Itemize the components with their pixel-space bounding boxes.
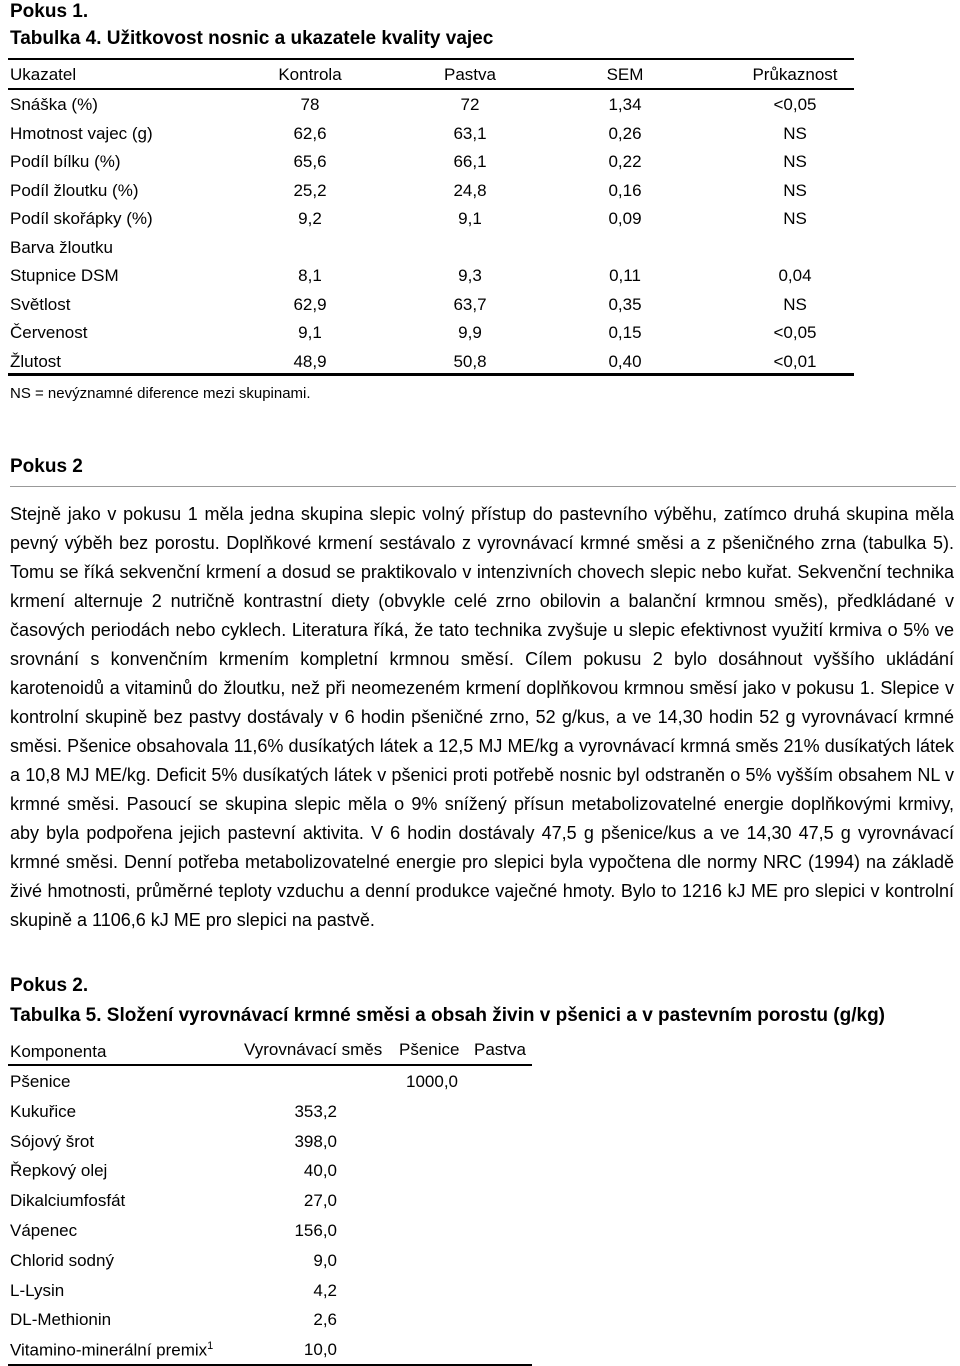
table4-cell-sem: 0,40 [608, 351, 642, 371]
table5-cell-component: Řepkový olej [10, 1161, 108, 1181]
table4-cell-control: 62,6 [293, 123, 327, 143]
table4-cell-indicator: Snáška (%) [10, 95, 98, 114]
table4-cell-significance: NS [783, 180, 807, 200]
table4-cell-indicator: Barva žloutku [10, 237, 113, 257]
premix-label: Vitamino-minerální premix [10, 1340, 208, 1360]
table4-cell-significance: NS [783, 294, 807, 314]
table4-top-rule [8, 58, 854, 60]
table4-cell-sem: 0,15 [608, 323, 642, 342]
table4-cell-significance: NS [783, 123, 807, 143]
table4-cell-control: 25,2 [293, 180, 327, 200]
pokus2-rule [10, 486, 956, 487]
pokus1-title: Pokus 1. [10, 1, 89, 22]
pokus2-paragraph: Stejně jako v pokusu 1 měla jedna skupina slepic volný přístup do pastevního výběhu, zatímco druhá skupina měla pevný výběh bez porostu. Doplňkové krmení sestávalo z vyrovnávací krmné směsi a z pšeničného zrna (tabulka 5). Tomu se říká sekvenční krmení a dosud se praktikovalo v intenzivních chovech slepic nebo kuřat. Sekvenční technika krmení alternuje 2 nutričně kontrastní diety (obvykle celé zrno obilovin a balanční krmnou směs), předkládané v časových periodách nebo cyklech. Literatura říká, že tato technika zvyšuje u slepic efektivnost využití krmiva o 5% ve srovnání s konvenčním krmením kompletní krmnou směsí. Cílem pokusu 2 bylo dosáhnout vyššího ukládání karotenoidů a vitaminů do žloutku, než při neomezeném krmení doplňkovou krmnou směsí jako v pokusu 1. Slepice v kontrolní skupině bez pastvy dostávaly v 6 hodin pšeničné zrno, 52 g/kus, a ve 14,30 hodin 52 g vyrovnávací krmné směsi. Pšenice obsahovala 11,6% dusíkatých látek a 12,5 MJ ME/kg a vyrovnávací krmná směs 21% dusíkatých látek a 10,8 MJ ME/kg. Deficit 5% dusíkatých látek v pšenici proti potřebě nosnic byl odstraněn o 5% vyšším obsahem NL v krmné směsi. Pasoucí se skupina slepic měla o 9% snížený přísun metabolizovatelné energie doplňkovými krmivy, aby byla podpořena jejich pastevní aktivita. V 6 hodin dostávaly 47,5 g pšenice/kus a ve 14,30 47,5 g vyrovnávací krmné směsi. Denní potřeba metabolizovatelné energie pro slepici byla vypočtena dle normy NRC (1994) na základě živé hmotnosti, průměrné teploty vzduchu a denní produkce vaječné hmoty. Bylo to 1216 kJ ME pro slepici v kontrolní skupině a 1106,6 kJ ME pro slepici na pastvě. [10, 504, 954, 930]
table4-cell-indicator: Podíl žloutku (%) [10, 180, 139, 200]
pokus2b-title: Pokus 2. [10, 975, 89, 996]
table4-cell-pasture: 9,9 [458, 323, 482, 342]
table4-cell-pasture: 63,7 [453, 294, 487, 314]
table4-cell-control: 62,9 [293, 294, 327, 314]
table4-caption: Tabulka 4. Užitkovost nosnic a ukazatele kvality vajec [10, 28, 494, 49]
table4-cell-control: 9,2 [298, 209, 322, 228]
table5-cell-component: Dikalciumfosfát [10, 1191, 126, 1211]
table5-caption: Tabulka 5. Složení vyrovnávací krmné směsi a obsah živin v pšenici a v pastevním porostu (g/kg) [10, 1005, 886, 1026]
table4-cell-pasture: 9,1 [458, 209, 482, 228]
table5-cell-component: L-Lysin [10, 1280, 65, 1300]
table5-cell-balancer-mix: 9,0 [313, 1250, 337, 1270]
table4-cell-control: 9,1 [298, 323, 322, 342]
table4-cell-control: 48,9 [293, 351, 327, 371]
premix-footnote-mark: 1 [207, 1340, 214, 1353]
table4-cell-pasture: 63,1 [453, 123, 487, 143]
table4-cell-pasture: 66,1 [453, 152, 487, 171]
table4-cell-indicator: Stupnice DSM [10, 266, 119, 285]
table4-cell-control: 65,6 [293, 152, 327, 171]
table4-header-pasture: Pastva [444, 65, 496, 84]
table5-cell-balancer-mix: 2,6 [313, 1310, 337, 1330]
table4-cell-indicator: Žlutost [10, 351, 62, 371]
table4-cell-indicator: Podíl skořápky (%) [10, 209, 153, 228]
table5-cell-balancer-mix: 353,2 [294, 1101, 337, 1121]
table5-cell-balancer-mix: 156,0 [294, 1221, 337, 1240]
table4-cell-sem: 0,09 [608, 209, 642, 228]
table4-cell-indicator: Světlost [10, 294, 71, 314]
table4-cell-sem: 0,26 [608, 123, 642, 143]
table5-cell-component: Kukuřice [10, 1101, 77, 1121]
table5-cell-wheat: 1000,0 [406, 1072, 458, 1091]
table4-bottom-rule [8, 373, 854, 376]
table4-header-control: Kontrola [278, 65, 342, 84]
table4-cell-indicator: Hmotnost vajec (g) [10, 123, 153, 143]
table4-cell-significance: 0,04 [778, 266, 812, 285]
table5-cell-component: Vápenec [10, 1221, 78, 1240]
table4-cell-control: 78 [300, 95, 320, 114]
table5-cell-component: DL-Methionin [10, 1310, 112, 1330]
table5-cell-balancer-mix: 398,0 [294, 1131, 337, 1151]
table5-header-pasture: Pastva [474, 1040, 526, 1059]
table4-cell-pasture: 72 [460, 95, 480, 114]
table5-cell-balancer-mix: 10,0 [303, 1340, 337, 1360]
table4-header-rule [8, 88, 854, 90]
table4-cell-significance: <0,05 [773, 323, 817, 342]
table4-cell-sem: 0,35 [608, 294, 642, 314]
table5-cell-component: Sójový šrot [10, 1131, 95, 1151]
table4-cell-pasture: 9,3 [458, 266, 482, 285]
table5-cell-component-premix [10, 1340, 213, 1361]
table5-cell-balancer-mix: 27,0 [303, 1191, 337, 1211]
pokus2-title: Pokus 2 [10, 456, 83, 477]
table5-header-rule [8, 1064, 532, 1066]
table5-header-balancer-mix: Vyrovnávací směs [244, 1040, 383, 1059]
table4-cell-sem: 0,22 [608, 152, 642, 171]
table4-cell-indicator: Podíl bílku (%) [10, 152, 121, 171]
table5-cell-component: Chlorid sodný [10, 1250, 114, 1270]
table4-header-indicator: Ukazatel [10, 65, 77, 84]
table4-cell-significance: NS [783, 152, 807, 171]
table4-footnote: NS = nevýznamné diference mezi skupinami. [10, 385, 311, 402]
table5-header-wheat: Pšenice [399, 1040, 460, 1059]
table5-header-component: Komponenta [10, 1042, 107, 1061]
table4-cell-indicator: Červenost [10, 323, 88, 342]
table4-cell-significance: NS [783, 209, 807, 228]
table5-cell-balancer-mix: 40,0 [303, 1161, 337, 1181]
table5-cell-component: Pšenice [10, 1072, 71, 1091]
table4-cell-significance: <0,05 [773, 95, 817, 114]
table4-cell-pasture: 50,8 [453, 351, 487, 371]
table4-cell-pasture: 24,8 [453, 180, 487, 200]
table4-cell-sem: 1,34 [608, 95, 642, 114]
table4-cell-sem: 0,11 [609, 266, 641, 285]
table4-header-sem: SEM [606, 65, 644, 84]
table4-header-significance: Průkaznost [752, 65, 838, 84]
table4-cell-significance: <0,01 [773, 351, 817, 371]
table5-cell-balancer-mix: 4,2 [313, 1280, 337, 1300]
table4-cell-control: 8,1 [298, 266, 322, 285]
table4-cell-sem: 0,16 [608, 180, 642, 200]
